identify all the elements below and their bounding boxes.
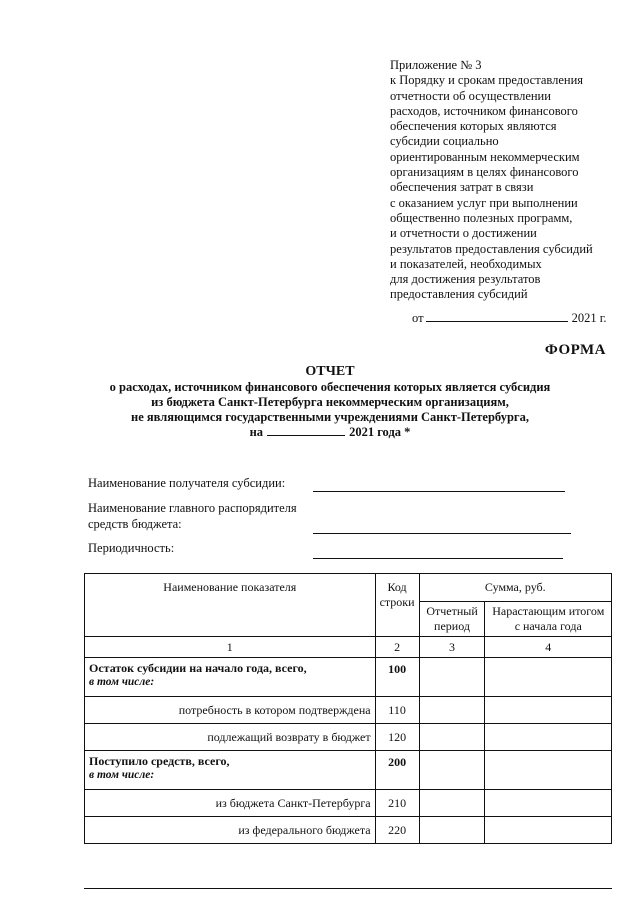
report-title-line: о расходах, источником финансового обеспечения которых является субсидия [109, 380, 551, 394]
appendix-date-line [412, 310, 612, 326]
column-number: 2 [375, 637, 419, 658]
page-bottom-rule [84, 888, 612, 889]
date-prefix: от [412, 311, 424, 325]
row-label: из бюджета Санкт-Петербурга [85, 790, 376, 817]
row-cumulative-cell[interactable] [485, 724, 612, 751]
header-indicator: Наименование показателя [85, 574, 376, 637]
row-label-text: Поступило средств, всего, [89, 754, 230, 768]
row-label [85, 658, 376, 697]
appendix-line: общественно полезных программ, [390, 210, 573, 225]
row-period-cell[interactable] [419, 697, 485, 724]
report-title [70, 364, 590, 440]
column-number: 3 [419, 637, 485, 658]
row-period-cell[interactable] [419, 751, 485, 790]
manager-field[interactable] [313, 533, 571, 534]
header-period-line: период [434, 619, 470, 633]
row-period-cell[interactable] [419, 817, 485, 844]
report-title-date [70, 425, 590, 440]
appendix-line: расходов, источником финансового [390, 103, 578, 118]
report-date-prefix: на [249, 425, 264, 439]
row-cumulative-cell[interactable] [485, 697, 612, 724]
header-period-line: Отчетный [426, 604, 478, 618]
appendix-line: Приложение № 3 [390, 58, 482, 72]
header-period [419, 602, 485, 637]
row-label-text: Остаток субсидии на начало года, всего, [89, 661, 307, 675]
header-cumulative-line: с начала года [514, 619, 582, 633]
table-row [85, 817, 612, 844]
appendix-line: предоставления субсидий [390, 287, 528, 302]
header-code [375, 574, 419, 637]
row-cumulative-cell[interactable] [485, 751, 612, 790]
row-label: из федерального бюджета [85, 817, 376, 844]
row-code: 210 [375, 790, 419, 817]
column-number: 4 [485, 637, 612, 658]
table-row [85, 790, 612, 817]
report-title-main: ОТЧЕТ [305, 364, 355, 379]
appendix-line: субсидии социально [390, 134, 499, 149]
report-date-suffix: 2021 года * [349, 425, 411, 439]
manager-label [88, 500, 297, 532]
header-code-line: строки [379, 595, 415, 609]
column-number-row [85, 637, 612, 658]
row-label-sub: в том числе: [89, 769, 155, 781]
row-label: потребность в котором подтверждена [85, 697, 376, 724]
appendix-line: отчетности об осуществлении [390, 88, 551, 103]
table-row [85, 697, 612, 724]
appendix-line: и отчетности о достижении [390, 226, 537, 241]
date-suffix: 2021 г. [571, 311, 607, 325]
manager-label-line: Наименование главного распорядителя [88, 501, 297, 515]
appendix-note [390, 58, 625, 303]
periodicity-field[interactable] [313, 558, 563, 559]
table-row [85, 724, 612, 751]
column-number: 1 [85, 637, 376, 658]
recipient-label: Наименование получателя субсидии: [88, 476, 286, 490]
periodicity-label: Периодичность: [88, 541, 175, 555]
manager-label-line: средств бюджета: [88, 517, 182, 531]
header-sum: Сумма, руб. [419, 574, 611, 602]
appendix-line: к Порядку и срокам предоставления [390, 73, 584, 88]
header-cumulative-line: Нарастающим итогом [492, 604, 605, 618]
recipient-field[interactable] [313, 491, 565, 492]
row-label-sub: в том числе: [89, 676, 155, 688]
row-code: 120 [375, 724, 419, 751]
appendix-line: обеспечения затрат в связи [390, 180, 534, 195]
row-cumulative-cell[interactable] [485, 817, 612, 844]
table-row [85, 658, 612, 697]
row-label [85, 751, 376, 790]
appendix-line: с оказанием услуг при выполнении [390, 195, 578, 210]
row-code: 100 [375, 658, 419, 697]
date-blank[interactable] [426, 310, 568, 322]
report-table [84, 573, 612, 844]
form-label: ФОРМА [544, 342, 606, 358]
row-cumulative-cell[interactable] [485, 658, 612, 697]
row-code: 200 [375, 751, 419, 790]
row-code: 110 [375, 697, 419, 724]
appendix-line: для достижения результатов [390, 272, 541, 287]
row-period-cell[interactable] [419, 724, 485, 751]
row-period-cell[interactable] [419, 658, 485, 697]
appendix-line: и показателей, необходимых [390, 256, 542, 271]
appendix-line: результатов предоставления субсидий [390, 241, 593, 256]
row-label: подлежащий возврату в бюджет [85, 724, 376, 751]
appendix-line: обеспечения которых являются [390, 119, 557, 134]
header-code-line: Код [387, 580, 407, 594]
report-title-line: из бюджета Санкт-Петербурга некоммерческим организациям, [151, 395, 509, 409]
table-row [85, 751, 612, 790]
row-code: 220 [375, 817, 419, 844]
appendix-line: организациям в целях финансового [390, 165, 579, 180]
report-date-blank[interactable] [267, 425, 345, 436]
row-period-cell[interactable] [419, 790, 485, 817]
header-cumulative [485, 602, 612, 637]
row-cumulative-cell[interactable] [485, 790, 612, 817]
appendix-line: ориентированным некоммерческим [390, 149, 580, 164]
report-title-line: не являющимся государственными учреждениями Санкт-Петербурга, [131, 410, 529, 424]
